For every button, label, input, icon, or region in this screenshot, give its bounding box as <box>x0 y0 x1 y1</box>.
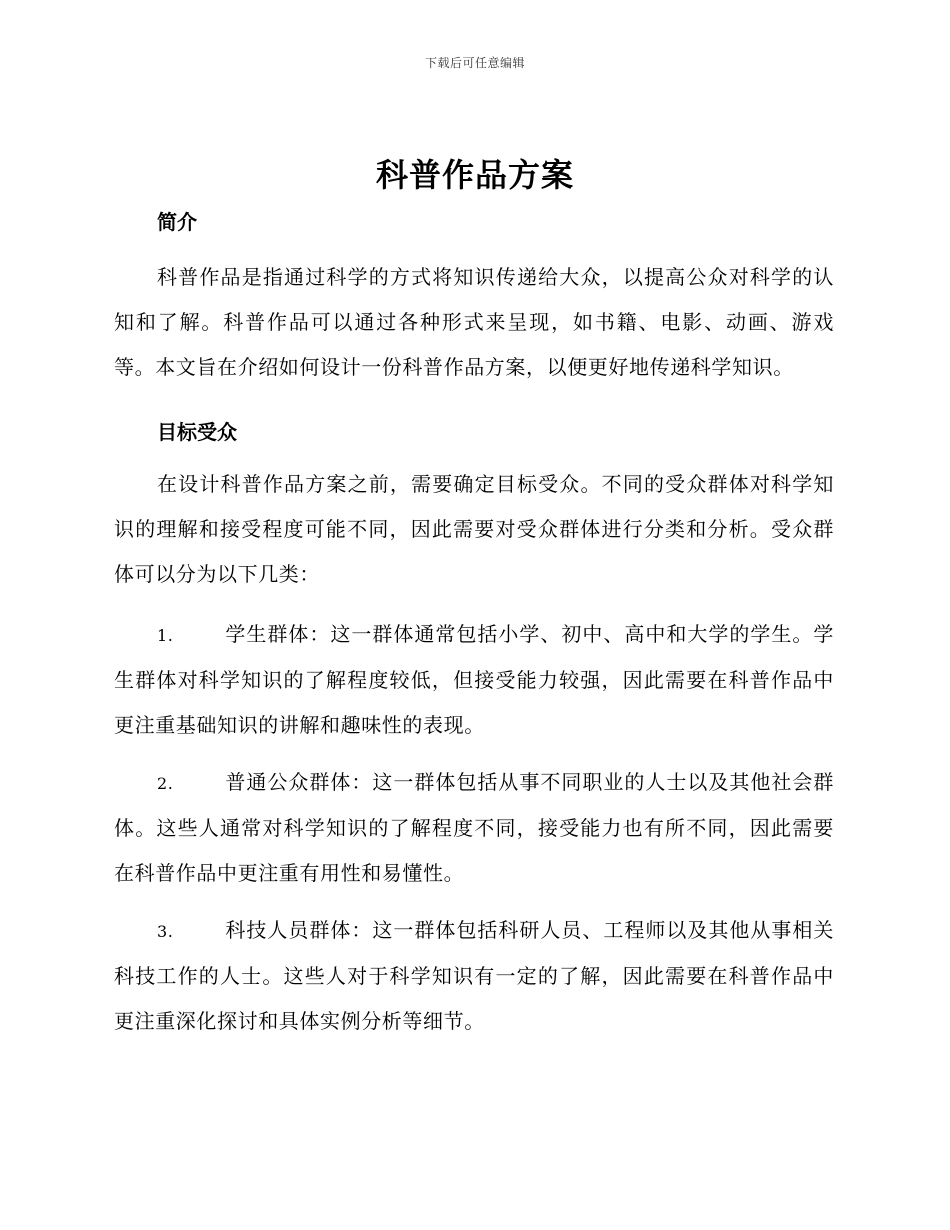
section-heading-audience: 目标受众 <box>157 420 237 444</box>
intro-paragraph: 科普作品是指通过科学的方式将知识传递给大众，以提高公众对科学的认知和了解。科普作品可以通过各种形式来呈现，如书籍、电影、动画、游戏等。本文旨在介绍如何设计一份科普作品方案，以便更好地传递科学知识。 <box>114 265 834 379</box>
document-title: 科普作品方案 <box>375 156 574 194</box>
list-item <box>114 908 834 1044</box>
list-number: 2. <box>157 774 174 793</box>
list-number: 3. <box>157 922 174 941</box>
list-item-text: 科技人员群体：这一群体包括科研人员、工程师以及其他从事相关科技工作的人士。这些人对于科学知识有一定的了解，因此需要在科普作品中更注重深化探讨和具体实例分析等细节。 <box>114 918 834 1033</box>
list-number: 1. <box>157 626 174 645</box>
list-item <box>114 760 834 896</box>
list-item <box>114 612 834 748</box>
audience-paragraph: 在设计科普作品方案之前，需要确定目标受众。不同的受众群体对科学知识的理解和接受程度可能不同，因此需要对受众群体进行分类和分析。受众群体可以分为以下几类： <box>114 472 834 586</box>
list-item-text: 普通公众群体：这一群体包括从事不同职业的人士以及其他社会群体。这些人通常对科学知识的了解程度不同，接受能力也有所不同，因此需要在科普作品中更注重有用性和易懂性。 <box>114 770 834 885</box>
page-header-note: 下载后可任意编辑 <box>424 56 525 70</box>
section-heading-intro: 简介 <box>157 210 197 234</box>
list-item-text: 学生群体：这一群体通常包括小学、初中、高中和大学的学生。学生群体对科学知识的了解程度较低，但接受能力较强，因此需要在科普作品中更注重基础知识的讲解和趣味性的表现。 <box>114 622 834 737</box>
document-body <box>114 202 834 1044</box>
